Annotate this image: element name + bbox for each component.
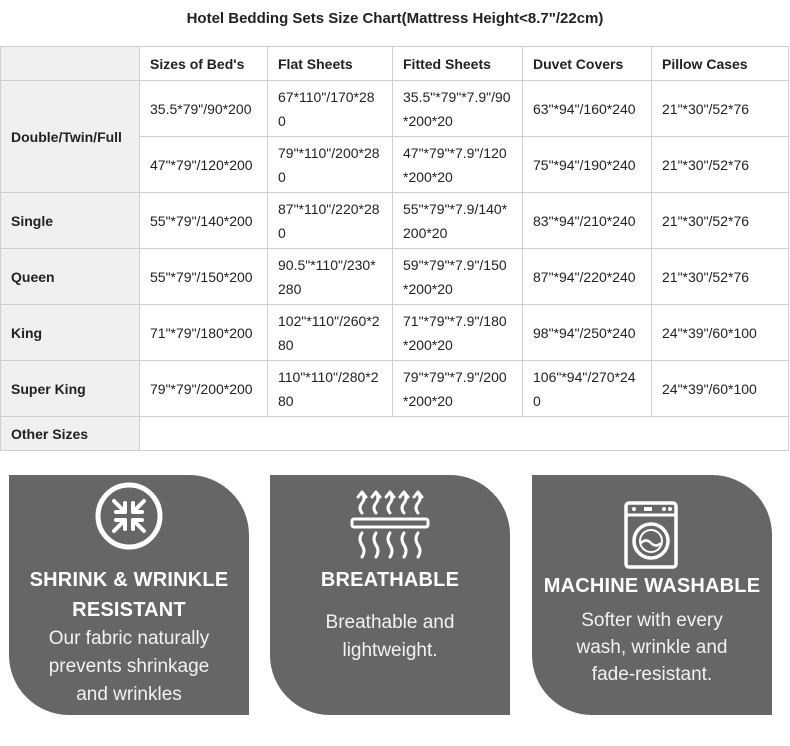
feature-card-shrink xyxy=(9,475,249,715)
shrink-arrows-icon xyxy=(94,481,164,551)
table-cell: 55"*79"/150*200 xyxy=(140,249,268,305)
header-corner xyxy=(1,47,140,81)
feature-title: RESISTANT xyxy=(72,599,186,621)
table-cell: 87"*110"/220*280 xyxy=(268,193,393,249)
table-cell: 71"*79"*7.9"/180*200*20 xyxy=(393,305,523,361)
table-cell: 98"*94"/250*240 xyxy=(523,305,652,361)
other-sizes-cell xyxy=(140,417,789,451)
table-cell: 106"*94"/270*240 xyxy=(523,361,652,417)
table-cell: 87"*94"/220*240 xyxy=(523,249,652,305)
feature-title: SHRINK & WRINKLE xyxy=(29,569,229,591)
table-cell: 47"*79"/120*200 xyxy=(140,137,268,193)
table-cell: 21"*30"/52*76 xyxy=(652,193,789,249)
table-cell: 55"*79"*7.9/140*200*20 xyxy=(393,193,523,249)
table-cell: 55"*79"/140*200 xyxy=(140,193,268,249)
row-label-queen: Queen xyxy=(1,249,140,305)
feature-description: prevents shrinkage xyxy=(48,656,210,677)
feature-description: wash, wrinkle and xyxy=(576,637,728,658)
table-cell: 24"*39"/60*100 xyxy=(652,361,789,417)
table-cell: 67*110"/170*280 xyxy=(268,81,393,137)
feature-description: fade-resistant. xyxy=(591,664,713,685)
header-duvet-covers: Duvet Covers xyxy=(523,47,652,81)
row-label-double-twin-full: Double/Twin/Full xyxy=(1,81,140,193)
feature-description: Our fabric naturally xyxy=(48,628,210,649)
table-cell: 21"*30"/52*76 xyxy=(652,137,789,193)
table-cell: 79"*79"/200*200 xyxy=(140,361,268,417)
table-row xyxy=(1,193,789,249)
table-cell: 59"*79"*7.9"/150*200*20 xyxy=(393,249,523,305)
table-row xyxy=(1,305,789,361)
table-cell: 24"*39"/60*100 xyxy=(652,305,789,361)
washing-machine-icon xyxy=(624,501,678,569)
table-cell: 21"*30"/52*76 xyxy=(652,249,789,305)
table-row xyxy=(1,361,789,417)
feature-title: BREATHABLE xyxy=(320,569,460,591)
row-label-super-king: Super King xyxy=(1,361,140,417)
table-cell: 90.5"*110"/230*280 xyxy=(268,249,393,305)
table-cell: 102"*110"/260*280 xyxy=(268,305,393,361)
table-row xyxy=(1,249,789,305)
table-cell: 83"*94"/210*240 xyxy=(523,193,652,249)
feature-card-breathable xyxy=(270,475,510,715)
size-chart-table xyxy=(0,46,789,451)
row-label-king: King xyxy=(1,305,140,361)
header-row xyxy=(1,47,789,81)
table-cell: 35.5*79"/90*200 xyxy=(140,81,268,137)
feature-description: and wrinkles xyxy=(76,684,182,705)
header-fitted-sheets: Fitted Sheets xyxy=(393,47,523,81)
feature-description: lightweight. xyxy=(342,640,438,661)
page-title: Hotel Bedding Sets Size Chart(Mattress Height<8.7"/22cm) xyxy=(186,10,604,27)
table-cell: 75"*94"/190*240 xyxy=(523,137,652,193)
header-pillow-cases: Pillow Cases xyxy=(652,47,789,81)
table-cell: 63"*94"/160*240 xyxy=(523,81,652,137)
table-cell: 71"*79"/180*200 xyxy=(140,305,268,361)
row-label-other-sizes: Other Sizes xyxy=(1,417,140,451)
feature-description: Softer with every xyxy=(581,610,723,631)
table-row xyxy=(1,81,789,137)
table-cell: 47"*79"*7.9"/120*200*20 xyxy=(393,137,523,193)
feature-title: MACHINE WASHABLE xyxy=(543,575,761,597)
feature-panels xyxy=(0,466,790,746)
table-cell: 79"*110"/200*280 xyxy=(268,137,393,193)
table-row xyxy=(1,417,789,451)
table-cell: 21"*30"/52*76 xyxy=(652,81,789,137)
row-label-single: Single xyxy=(1,193,140,249)
feature-description: Breathable and xyxy=(325,612,455,633)
table-cell: 79"*79"*7.9"/200*200*20 xyxy=(393,361,523,417)
breathable-airflow-icon xyxy=(348,489,432,563)
table-cell: 35.5"*79"*7.9"/90*200*20 xyxy=(393,81,523,137)
header-bed-sizes: Sizes of Bed's xyxy=(140,47,268,81)
table-cell: 110"*110"/280*280 xyxy=(268,361,393,417)
header-flat-sheets: Flat Sheets xyxy=(268,47,393,81)
feature-card-washable xyxy=(532,475,772,715)
